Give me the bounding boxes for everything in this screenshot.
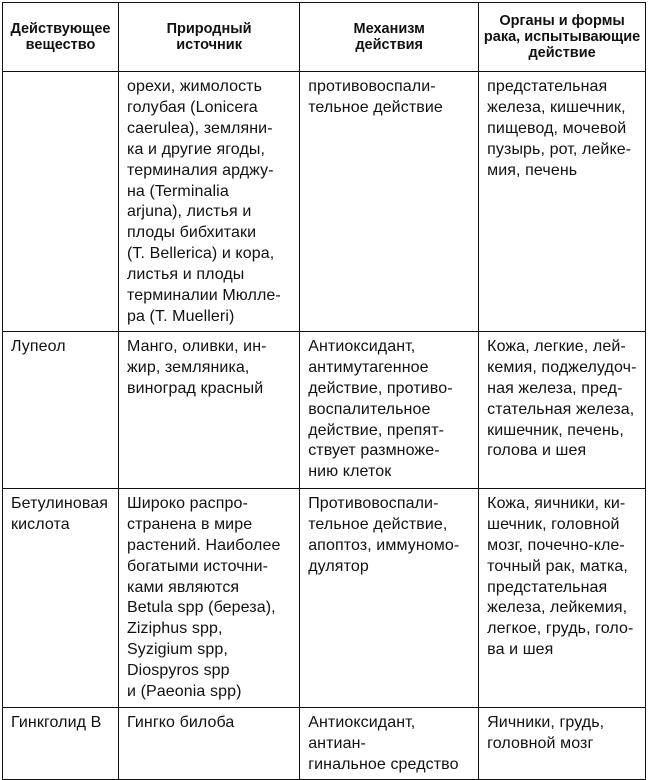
cell-mechanism: Антиоксидант, антиан- гинальное средство: [300, 707, 479, 779]
table-row: [3, 331, 646, 488]
cell-source: орехи, жимолость голубая (Lonicera caerulea), земляни- ка и другие ягоды, терминалия арджу- на (Terminalia arjuna), листья и плоды бибхитаки (T. Bellerica) и кора, листья и плоды терминалии Мюлле- ра (T. Muelleri): [119, 72, 300, 332]
header-mechanism: Механизм действия: [300, 3, 479, 72]
cell-mechanism: Противовоспали- тельное действие, апоптоз, иммуномо- дулятор: [300, 488, 479, 707]
cell-substance: Лупеол: [3, 331, 119, 488]
cell-organs: предстательная железа, кишечник, пищевод, мочевой пузырь, рот, лейке- мия, печень: [479, 72, 646, 332]
header-source: Природный источник: [119, 3, 300, 72]
table-body: [3, 72, 646, 780]
cell-substance: Бетулиновая кислота: [3, 488, 119, 707]
table: [2, 2, 646, 780]
header-organs: Органы и формы рака, испытывающие действие: [479, 3, 646, 72]
table-row: [3, 707, 646, 779]
header-row: [3, 3, 646, 72]
cell-mechanism: Антиоксидант, антимутагенное действие, противо- воспалительное действие, препят- ствует размноже- нию клеток: [300, 331, 479, 488]
header-substance: Действующее вещество: [3, 3, 119, 72]
cell-organs: Кожа, легкие, лей- кемия, поджелудоч- ная железа, пред- стательная железа, кишечник, печень, голова и шея: [479, 331, 646, 488]
cell-source: Манго, оливки, ин- жир, земляника, виноград красный: [119, 331, 300, 488]
cell-substance: Гинкголид В: [3, 707, 119, 779]
table-row: [3, 72, 646, 332]
cell-organs: Яичники, грудь, головной мозг: [479, 707, 646, 779]
cell-source: Гингко билоба: [119, 707, 300, 779]
table-row: [3, 488, 646, 707]
cell-substance: [3, 72, 119, 332]
cell-source: Широко распро- странена в мире растений. Наиболее богатыми источни- ками являются Betula spp (береза), Ziziphus spp, Syzigium spp, Diospyros spp и (Paeonia spp): [119, 488, 300, 707]
table-header: [3, 3, 646, 72]
cell-mechanism: противовоспали- тельное действие: [300, 72, 479, 332]
cell-organs: Кожа, яичники, ки- шечник, головной мозг, почечно-кле- точный рак, матка, предстательная железа, лейкемия, легкое, грудь, голо- ва и шея: [479, 488, 646, 707]
